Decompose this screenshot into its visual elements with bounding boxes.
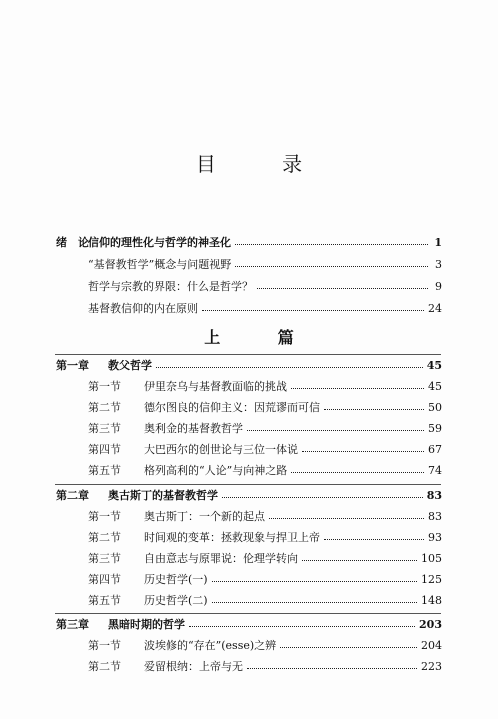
page-number: 50 [428,400,442,414]
section-number: 第四节 [88,573,121,586]
page-title: 目 录 [195,152,333,176]
toc-section-entry[interactable] [0,548,498,568]
page-number: 83 [426,488,442,502]
section-title: 格列高利的“人论”与向神之路 [144,464,288,477]
section-title: 波埃修的“存在”(esse)之辨 [144,639,277,652]
leader-dots [235,243,428,245]
leader-dots [235,265,428,267]
leader-dots [247,667,417,669]
section-title: 历史哲学(二) [144,594,208,607]
toc-section-entry[interactable] [0,569,498,589]
item-title: 基督教信仰的内在原则 [88,302,198,315]
section-title: 奥利金的基督教哲学 [144,422,243,435]
section-number: 第一节 [88,380,121,393]
toc-intro-entry[interactable] [0,232,498,252]
item-title: “基督教哲学”概念与问题视野 [88,258,232,271]
toc-item[interactable] [0,276,498,296]
section-title: 奥古斯丁：一个新的起点 [144,510,265,523]
page-number: 3 [435,257,442,271]
leader-dots [324,538,424,540]
intro-title: 信仰的理性化与哲学的神圣化 [88,236,231,249]
page-number: 24 [428,301,442,315]
toc-item[interactable] [0,298,498,318]
leader-dots [302,559,417,561]
page-number: 93 [428,530,442,544]
page-number: 83 [428,509,442,523]
toc-item[interactable] [0,254,498,274]
section-title: 德尔图良的信仰主义：因荒谬而可信 [144,401,320,414]
chapter-number: 第三章 [56,618,89,631]
leader-dots [189,625,415,627]
intro-number: 绪 论 [56,236,89,249]
page-number: 125 [421,572,442,586]
chapter-number: 第二章 [56,489,89,502]
chapter-title: 黑暗时期的哲学 [108,618,185,631]
toc-section-entry[interactable] [0,460,498,480]
page-number: 148 [421,593,442,607]
page-number: 67 [428,442,442,456]
toc-section-entry[interactable] [0,376,498,396]
section-number: 第三节 [88,422,121,435]
toc-chapter-entry[interactable] [0,355,498,375]
page-number: 59 [428,421,442,435]
leader-dots [247,429,424,431]
page-number: 223 [421,659,442,673]
chapter-number: 第一章 [56,359,89,372]
leader-dots [156,366,423,368]
section-title: 历史哲学(一) [144,573,208,586]
page-number: 74 [428,463,442,477]
chapter-title: 奥古斯丁的基督教哲学 [108,489,218,502]
item-title: 哲学与宗教的界限：什么是哲学？ [88,280,253,293]
leader-dots [212,601,417,603]
section-number: 第二节 [88,401,121,414]
leader-dots [257,287,428,289]
page-number: 45 [428,379,442,393]
leader-dots [302,450,424,452]
page-number: 203 [419,617,442,631]
chapter-title: 教父哲学 [108,359,152,372]
section-number: 第三节 [88,552,121,565]
part-title: 上 篇 [204,328,320,347]
toc-section-entry[interactable] [0,397,498,417]
leader-dots [291,471,424,473]
section-title: 伊里奈乌与基督教面临的挑战 [144,380,287,393]
toc-section-entry[interactable] [0,590,498,610]
section-title: 时间观的变革：拯救现象与捍卫上帝 [144,531,320,544]
leader-dots [269,517,424,519]
toc-chapter-entry[interactable] [0,485,498,505]
page-number: 45 [426,358,442,372]
section-title: 爱留根纳：上帝与无 [144,660,243,673]
toc-section-entry[interactable] [0,506,498,526]
section-number: 第四节 [88,443,121,456]
toc-section-entry[interactable] [0,527,498,547]
section-number: 第一节 [88,510,121,523]
page-number: 9 [435,279,442,293]
leader-dots [324,408,424,410]
page-number: 204 [421,638,442,652]
page-number: 1 [434,235,442,249]
section-title: 大巴西尔的创世论与三位一体说 [144,443,298,456]
section-number: 第二节 [88,660,121,673]
toc-section-entry[interactable] [0,635,498,655]
section-title: 自由意志与原罪说：伦理学转向 [144,552,298,565]
toc-section-entry[interactable] [0,418,498,438]
leader-dots [202,309,424,311]
leader-dots [212,580,417,582]
page-number: 105 [421,551,442,565]
leader-dots [222,496,423,498]
toc-chapter-entry[interactable] [0,614,498,634]
section-number: 第二节 [88,531,121,544]
toc-section-entry[interactable] [0,439,498,459]
leader-dots [291,387,424,389]
leader-dots [280,646,417,648]
section-number: 第五节 [88,594,121,607]
section-number: 第五节 [88,464,121,477]
section-number: 第一节 [88,639,121,652]
toc-section-entry[interactable] [0,656,498,676]
